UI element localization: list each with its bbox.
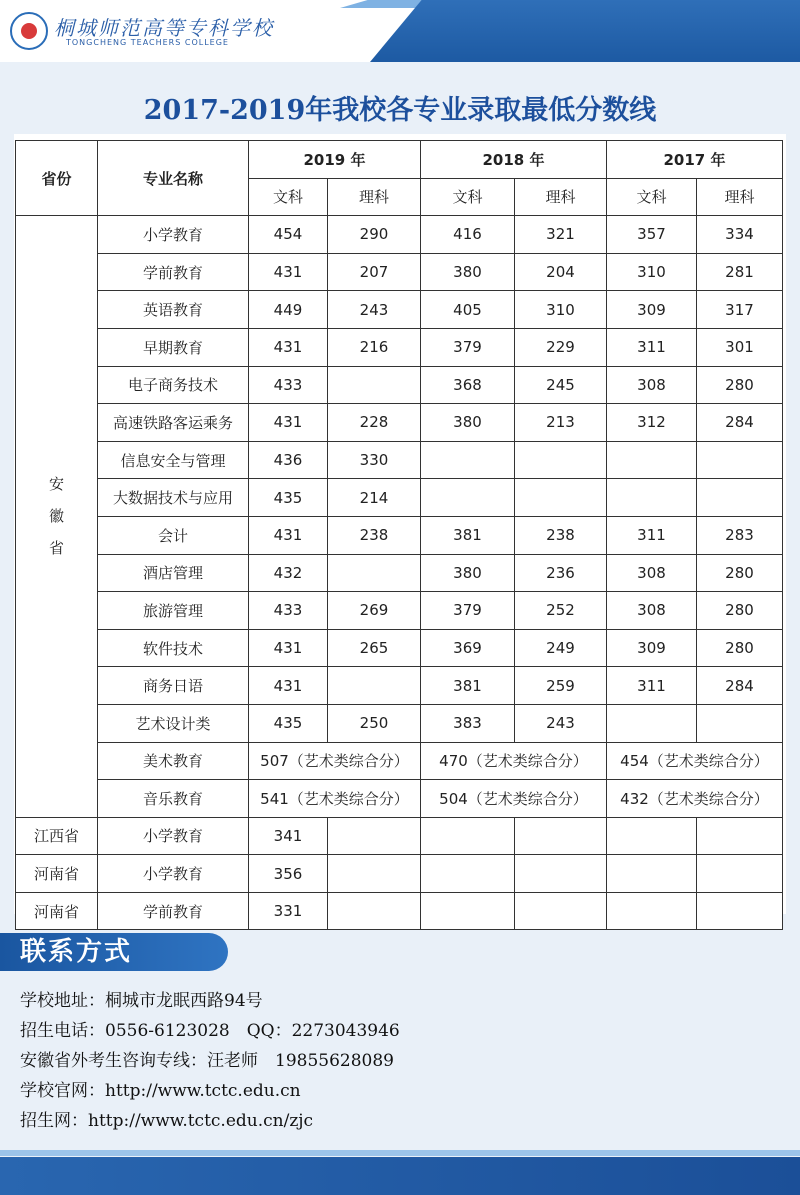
score-cell: 433 xyxy=(249,366,328,404)
score-cell: 238 xyxy=(328,516,421,554)
art-score-cell: 504（艺术类综合分） xyxy=(421,780,607,818)
table-row xyxy=(16,216,783,254)
score-cell xyxy=(697,704,783,742)
header-province: 省份 xyxy=(16,141,98,216)
empty-cell xyxy=(607,855,697,893)
score-cell: 311 xyxy=(607,667,697,705)
score-cell xyxy=(607,441,697,479)
major-cell: 音乐教育 xyxy=(98,780,249,818)
score-cell: 431 xyxy=(249,328,328,366)
score-cell: 245 xyxy=(515,366,607,404)
score-cell: 379 xyxy=(421,328,515,366)
score-cell: 284 xyxy=(697,404,783,442)
contact-hotline: 安徽省外考生咨询专线：汪老师 19855628089 xyxy=(20,1051,394,1071)
score-cell: 252 xyxy=(515,592,607,630)
major-cell: 旅游管理 xyxy=(98,592,249,630)
subheader-li: 理科 xyxy=(515,178,607,216)
score-cell: 236 xyxy=(515,554,607,592)
score-cell: 331 xyxy=(249,892,328,930)
score-cell: 369 xyxy=(421,629,515,667)
contact-website: 学校官网：http://www.tctc.edu.cn xyxy=(20,1081,301,1101)
score-cell xyxy=(515,479,607,517)
score-cell: 308 xyxy=(607,554,697,592)
score-cell: 283 xyxy=(697,516,783,554)
score-cell: 281 xyxy=(697,253,783,291)
footer-blue-band xyxy=(0,1157,800,1195)
major-cell: 电子商务技术 xyxy=(98,366,249,404)
footer-accent-stripe xyxy=(0,1150,800,1156)
score-cell: 435 xyxy=(249,704,328,742)
major-cell: 信息安全与管理 xyxy=(98,441,249,479)
score-cell: 449 xyxy=(249,291,328,329)
page-title: 2017-2019年我校各专业录取最低分数线 xyxy=(143,95,657,126)
table-row xyxy=(16,592,783,630)
empty-cell xyxy=(515,892,607,930)
art-score-cell: 454（艺术类综合分） xyxy=(607,742,783,780)
score-cell: 341 xyxy=(249,817,328,855)
table-row xyxy=(16,328,783,366)
major-cell: 学前教育 xyxy=(98,892,249,930)
score-cell: 431 xyxy=(249,404,328,442)
score-cell xyxy=(421,479,515,517)
major-cell: 酒店管理 xyxy=(98,554,249,592)
score-cell: 380 xyxy=(421,253,515,291)
table-row xyxy=(16,554,783,592)
art-score-cell: 541（艺术类综合分） xyxy=(249,780,421,818)
score-cell: 356 xyxy=(249,855,328,893)
major-cell: 美术教育 xyxy=(98,742,249,780)
score-cell: 280 xyxy=(697,592,783,630)
score-cell: 204 xyxy=(515,253,607,291)
score-cell: 309 xyxy=(607,629,697,667)
table-row xyxy=(16,291,783,329)
contact-address: 学校地址：桐城市龙眠西路94号 xyxy=(20,991,263,1011)
score-cell: 436 xyxy=(249,441,328,479)
college-name-cn: 桐城师范高等专科学校 xyxy=(54,16,274,40)
empty-cell xyxy=(421,892,515,930)
subheader-wen: 文科 xyxy=(421,178,515,216)
empty-cell xyxy=(607,892,697,930)
score-cell: 310 xyxy=(607,253,697,291)
score-cell: 379 xyxy=(421,592,515,630)
art-score-cell: 432（艺术类综合分） xyxy=(607,780,783,818)
province-cell: 河南省 xyxy=(16,855,98,893)
score-cell: 228 xyxy=(328,404,421,442)
major-cell: 小学教育 xyxy=(98,817,249,855)
score-cell xyxy=(607,479,697,517)
score-cell: 454 xyxy=(249,216,328,254)
score-cell: 280 xyxy=(697,629,783,667)
score-cell: 380 xyxy=(421,554,515,592)
score-cell: 308 xyxy=(607,366,697,404)
art-score-cell: 470（艺术类综合分） xyxy=(421,742,607,780)
score-cell: 432 xyxy=(249,554,328,592)
table-row xyxy=(16,667,783,705)
empty-cell xyxy=(697,892,783,930)
score-table xyxy=(15,140,783,930)
table-row xyxy=(16,404,783,442)
score-cell: 312 xyxy=(607,404,697,442)
score-cell: 250 xyxy=(328,704,421,742)
college-name-en: TONGCHENG TEACHERS COLLEGE xyxy=(66,38,229,47)
score-cell: 381 xyxy=(421,667,515,705)
header-year-2017: 2017 年 xyxy=(607,141,783,179)
score-cell xyxy=(697,441,783,479)
empty-cell xyxy=(697,855,783,893)
score-cell xyxy=(607,704,697,742)
score-cell: 330 xyxy=(328,441,421,479)
score-cell: 265 xyxy=(328,629,421,667)
score-cell: 229 xyxy=(515,328,607,366)
score-cell: 431 xyxy=(249,667,328,705)
empty-cell xyxy=(607,817,697,855)
contact-heading: 联系方式 xyxy=(0,933,228,971)
score-cell: 311 xyxy=(607,328,697,366)
table-row xyxy=(16,892,783,930)
table-row xyxy=(16,780,783,818)
score-cell: 269 xyxy=(328,592,421,630)
major-cell: 艺术设计类 xyxy=(98,704,249,742)
major-cell: 会计 xyxy=(98,516,249,554)
score-cell xyxy=(697,479,783,517)
score-cell: 216 xyxy=(328,328,421,366)
score-cell xyxy=(328,667,421,705)
art-score-cell: 507（艺术类综合分） xyxy=(249,742,421,780)
score-cell: 309 xyxy=(607,291,697,329)
header-year-2019: 2019 年 xyxy=(249,141,421,179)
score-cell: 435 xyxy=(249,479,328,517)
college-logo-icon xyxy=(10,12,48,50)
score-cell: 308 xyxy=(607,592,697,630)
empty-cell xyxy=(515,855,607,893)
province-name: 安徽省 xyxy=(49,475,65,558)
empty-cell xyxy=(328,892,421,930)
table-row xyxy=(16,516,783,554)
score-cell xyxy=(421,441,515,479)
major-cell: 大数据技术与应用 xyxy=(98,479,249,517)
header-major: 专业名称 xyxy=(98,141,249,216)
table-row xyxy=(16,441,783,479)
score-cell: 334 xyxy=(697,216,783,254)
header-blue-band xyxy=(370,0,800,62)
score-cell xyxy=(328,554,421,592)
score-cell: 431 xyxy=(249,516,328,554)
score-cell: 317 xyxy=(697,291,783,329)
score-cell: 357 xyxy=(607,216,697,254)
score-cell: 214 xyxy=(328,479,421,517)
subheader-li: 理科 xyxy=(697,178,783,216)
score-cell: 213 xyxy=(515,404,607,442)
score-cell: 311 xyxy=(607,516,697,554)
subheader-wen: 文科 xyxy=(607,178,697,216)
table-row xyxy=(16,742,783,780)
score-cell: 310 xyxy=(515,291,607,329)
major-cell: 高速铁路客运乘务 xyxy=(98,404,249,442)
score-cell: 321 xyxy=(515,216,607,254)
score-cell: 280 xyxy=(697,366,783,404)
score-cell xyxy=(515,441,607,479)
score-cell: 238 xyxy=(515,516,607,554)
header-year-2018: 2018 年 xyxy=(421,141,607,179)
score-cell: 381 xyxy=(421,516,515,554)
score-cell: 383 xyxy=(421,704,515,742)
province-cell: 河南省 xyxy=(16,892,98,930)
score-cell: 380 xyxy=(421,404,515,442)
contact-admission-site: 招生网：http://www.tctc.edu.cn/zjc xyxy=(20,1111,314,1131)
empty-cell xyxy=(421,855,515,893)
score-cell: 416 xyxy=(421,216,515,254)
score-cell: 290 xyxy=(328,216,421,254)
score-cell: 368 xyxy=(421,366,515,404)
subheader-li: 理科 xyxy=(328,178,421,216)
empty-cell xyxy=(421,817,515,855)
score-cell: 280 xyxy=(697,554,783,592)
province-cell: 江西省 xyxy=(16,817,98,855)
score-cell: 301 xyxy=(697,328,783,366)
score-cell: 243 xyxy=(515,704,607,742)
score-cell xyxy=(328,366,421,404)
major-cell: 学前教育 xyxy=(98,253,249,291)
score-cell: 259 xyxy=(515,667,607,705)
page-header xyxy=(0,0,800,62)
table-row xyxy=(16,629,783,667)
table-row xyxy=(16,479,783,517)
province-cell xyxy=(16,216,98,818)
score-cell: 431 xyxy=(249,629,328,667)
empty-cell xyxy=(328,817,421,855)
subheader-wen: 文科 xyxy=(249,178,328,216)
score-cell: 207 xyxy=(328,253,421,291)
score-cell: 433 xyxy=(249,592,328,630)
major-cell: 软件技术 xyxy=(98,629,249,667)
empty-cell xyxy=(697,817,783,855)
major-cell: 小学教育 xyxy=(98,855,249,893)
table-row xyxy=(16,817,783,855)
table-row xyxy=(16,253,783,291)
score-cell: 243 xyxy=(328,291,421,329)
score-cell: 431 xyxy=(249,253,328,291)
major-cell: 小学教育 xyxy=(98,216,249,254)
major-cell: 商务日语 xyxy=(98,667,249,705)
table-row xyxy=(16,366,783,404)
score-cell: 249 xyxy=(515,629,607,667)
table-row xyxy=(16,855,783,893)
major-cell: 英语教育 xyxy=(98,291,249,329)
empty-cell xyxy=(515,817,607,855)
score-cell: 284 xyxy=(697,667,783,705)
score-cell: 405 xyxy=(421,291,515,329)
contact-phone: 招生电话：0556-6123028 QQ：2273043946 xyxy=(20,1021,400,1041)
major-cell: 早期教育 xyxy=(98,328,249,366)
empty-cell xyxy=(328,855,421,893)
table-row xyxy=(16,704,783,742)
